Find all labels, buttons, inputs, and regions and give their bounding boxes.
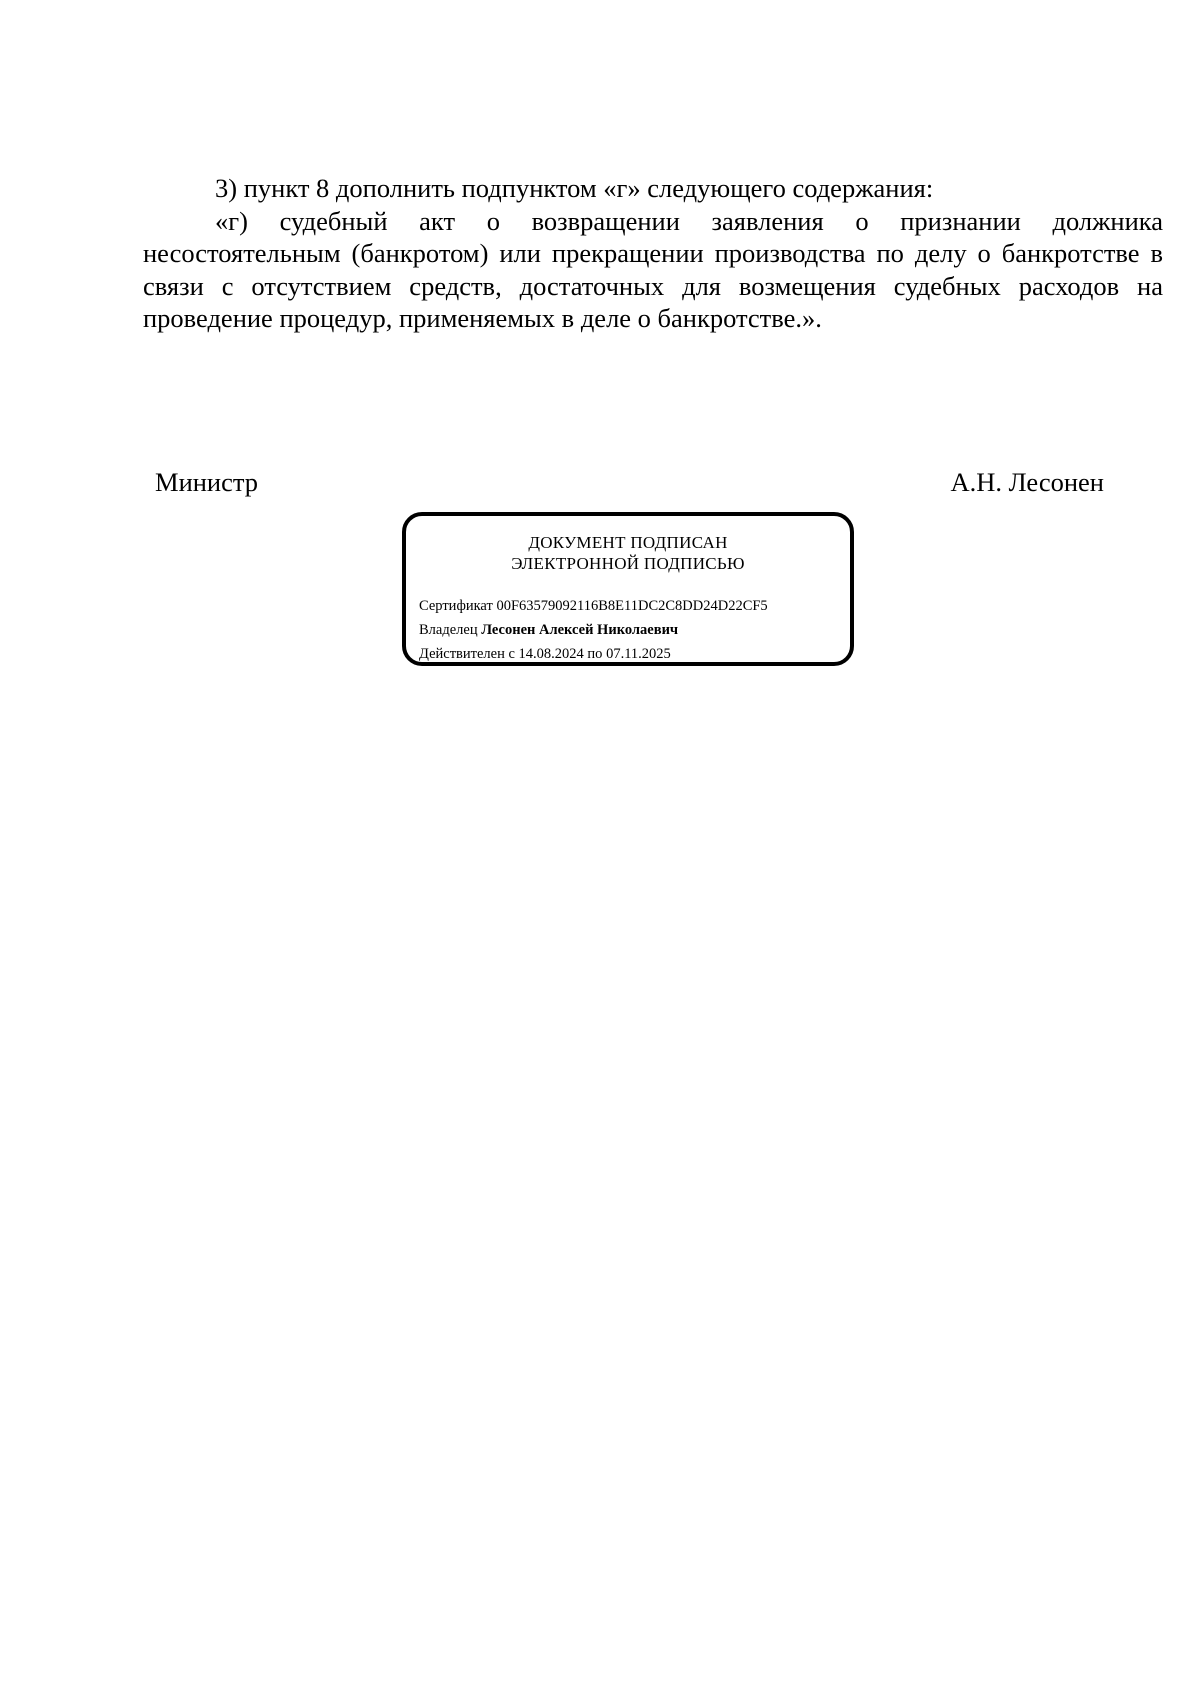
stamp-title: [406, 532, 850, 574]
signature-signer-name: А.Н. Лесонен: [950, 467, 1104, 497]
paragraph-item-3: 3) пункт 8 дополнить подпунктом «г» следующего содержания:: [215, 173, 934, 203]
stamp-validity-row: [419, 642, 768, 666]
stamp-valid-from-prefix: с: [508, 646, 515, 662]
electronic-signature-stamp: [402, 512, 854, 666]
signature-position-title: Министр: [155, 467, 259, 497]
stamp-valid-from: 14.08.2024: [518, 646, 584, 662]
stamp-certificate-label: Сертификат: [419, 598, 493, 614]
stamp-title-line-2: ЭЛЕКТРОННОЙ ПОДПИСЬЮ: [511, 554, 745, 573]
stamp-certificate-row: [419, 594, 768, 618]
stamp-valid-to-prefix: по: [587, 646, 603, 662]
stamp-title-line-1: ДОКУМЕНТ ПОДПИСАН: [528, 533, 728, 552]
stamp-valid-label: Действителен: [419, 646, 505, 662]
document-body: [143, 172, 1163, 335]
stamp-owner-row: [419, 618, 768, 642]
stamp-certificate-value: 00F63579092116B8E11DC2C8DD24D22CF5: [496, 598, 768, 614]
stamp-valid-to: 07.11.2025: [606, 646, 671, 662]
stamp-details: [419, 594, 768, 666]
stamp-owner-value: Лесонен Алексей Николаевич: [481, 622, 679, 638]
paragraph-subitem-g: «г) судебный акт о возвращении заявления о признании должника несостоятельным (банкротом) или прекращении производства по делу о банкротстве в связи с отсутствием средств, достаточных для возмещения судебных расходов на проведение процедур, применяемых в деле о банкротстве.».: [143, 205, 1163, 333]
stamp-owner-label: Владелец: [419, 622, 478, 638]
